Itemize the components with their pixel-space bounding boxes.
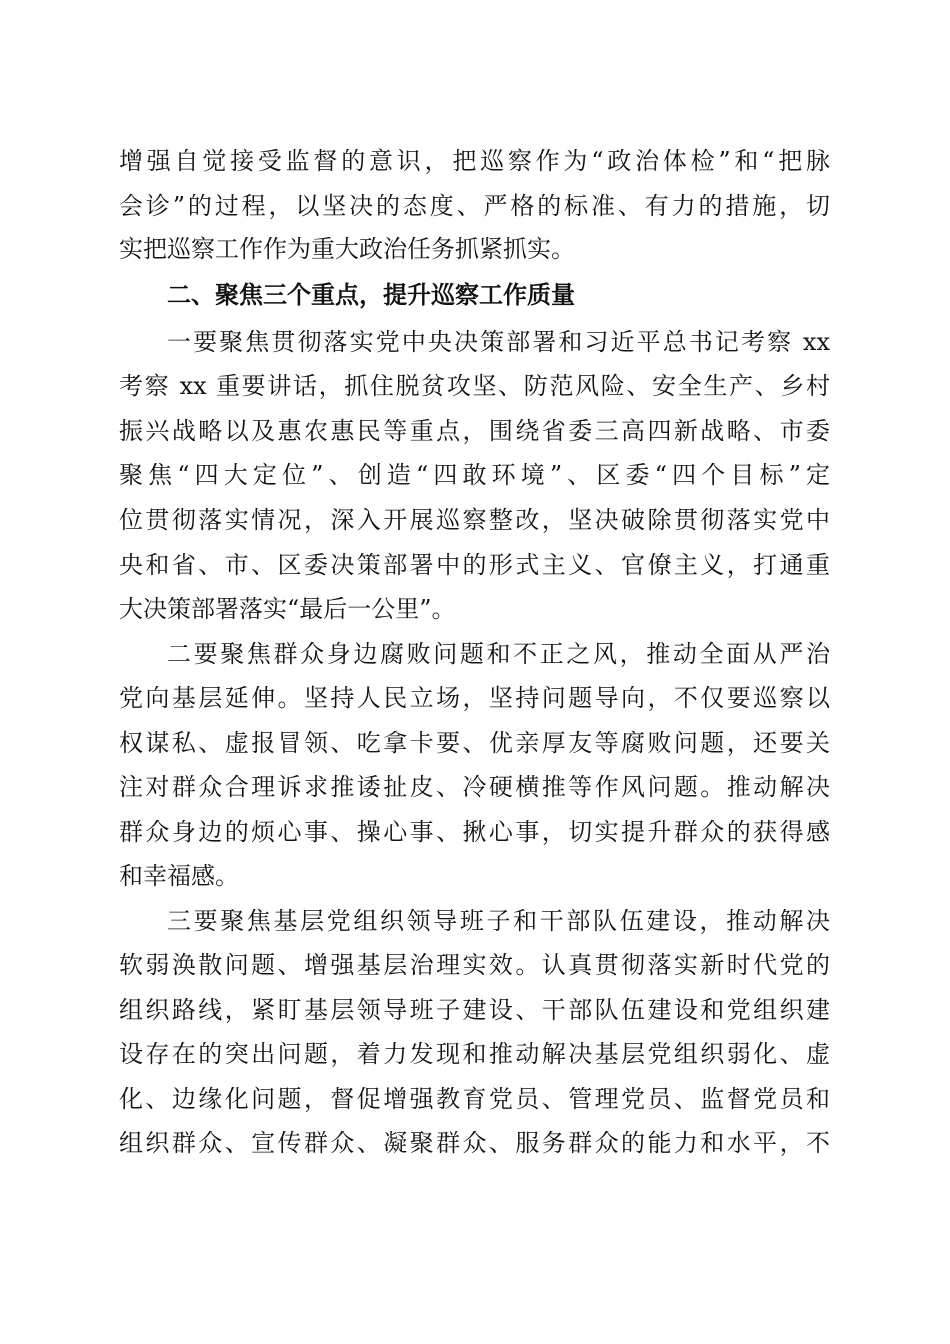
paragraph-1-line-3: 振兴战略以及惠农惠民等重点，围绕省委三高四新战略、市委 <box>119 417 830 445</box>
paragraph-2-line-3: 权谋私、虚报冒领、吃拿卡要、优亲厚友等腐败问题，还要关 <box>119 729 830 757</box>
paragraph-1-line-7: 大决策部署落实“最后一公里”。 <box>119 595 456 623</box>
paragraph-2-line-2: 党向基层延伸。坚持人民立场，坚持问题导向，不仅要巡察以 <box>119 684 830 712</box>
paragraph-1-line-4: 聚焦“四大定位”、创造“四敢环境”、区委“四个目标”定 <box>119 461 830 489</box>
intro-line-1: 增强自觉接受监督的意识，把巡察作为“政治体检”和“把脉 <box>119 147 830 175</box>
paragraph-1-line-2: 考察 xx 重要讲话，抓住脱贫攻坚、防范风险、安全生产、乡村 <box>119 372 830 400</box>
paragraph-3-line-6: 组织群众、宣传群众、凝聚群众、服务群众的能力和水平，不 <box>119 1129 830 1157</box>
paragraph-2-line-4: 注对群众合理诉求推诿扯皮、冷硬横推等作风问题。推动解决 <box>119 773 830 801</box>
paragraph-3-line-2: 软弱涣散问题、增强基层治理实效。认真贯彻落实新时代党的 <box>119 951 830 979</box>
paragraph-2-line-1: 二要聚焦群众身边腐败问题和不正之风，推动全面从严治 <box>167 640 830 668</box>
paragraph-2-line-6: 和幸福感。 <box>119 862 239 890</box>
paragraph-1-line-6: 央和省、市、区委决策部署中的形式主义、官僚主义，打通重 <box>119 551 830 579</box>
intro-line-2: 会诊”的过程，以坚决的态度、严格的标准、有力的措施，切 <box>119 192 830 220</box>
paragraph-1-line-1: 一要聚焦贯彻落实党中央决策部署和习近平总书记考察 xx <box>167 328 830 356</box>
intro-line-3: 实把巡察工作作为重大政治任务抓紧抓实。 <box>119 235 575 263</box>
paragraph-3-line-5: 化、边缘化问题，督促增强教育党员、管理党员、监督党员和 <box>119 1085 830 1113</box>
paragraph-3-line-1: 三要聚焦基层党组织领导班子和干部队伍建设，推动解决 <box>167 907 830 935</box>
paragraph-2-line-5: 群众身边的烦心事、操心事、揪心事，切实提升群众的获得感 <box>119 818 830 846</box>
paragraph-3-line-3: 组织路线，紧盯基层领导班子建设、干部队伍建设和党组织建 <box>119 996 830 1024</box>
section-heading: 二、聚焦三个重点，提升巡察工作质量 <box>167 281 575 309</box>
paragraph-3-line-4: 设存在的突出问题，着力发现和推动解决基层党组织弱化、虚 <box>119 1040 830 1068</box>
paragraph-1-line-5: 位贯彻落实情况，深入开展巡察整改，坚决破除贯彻落实党中 <box>119 506 830 534</box>
